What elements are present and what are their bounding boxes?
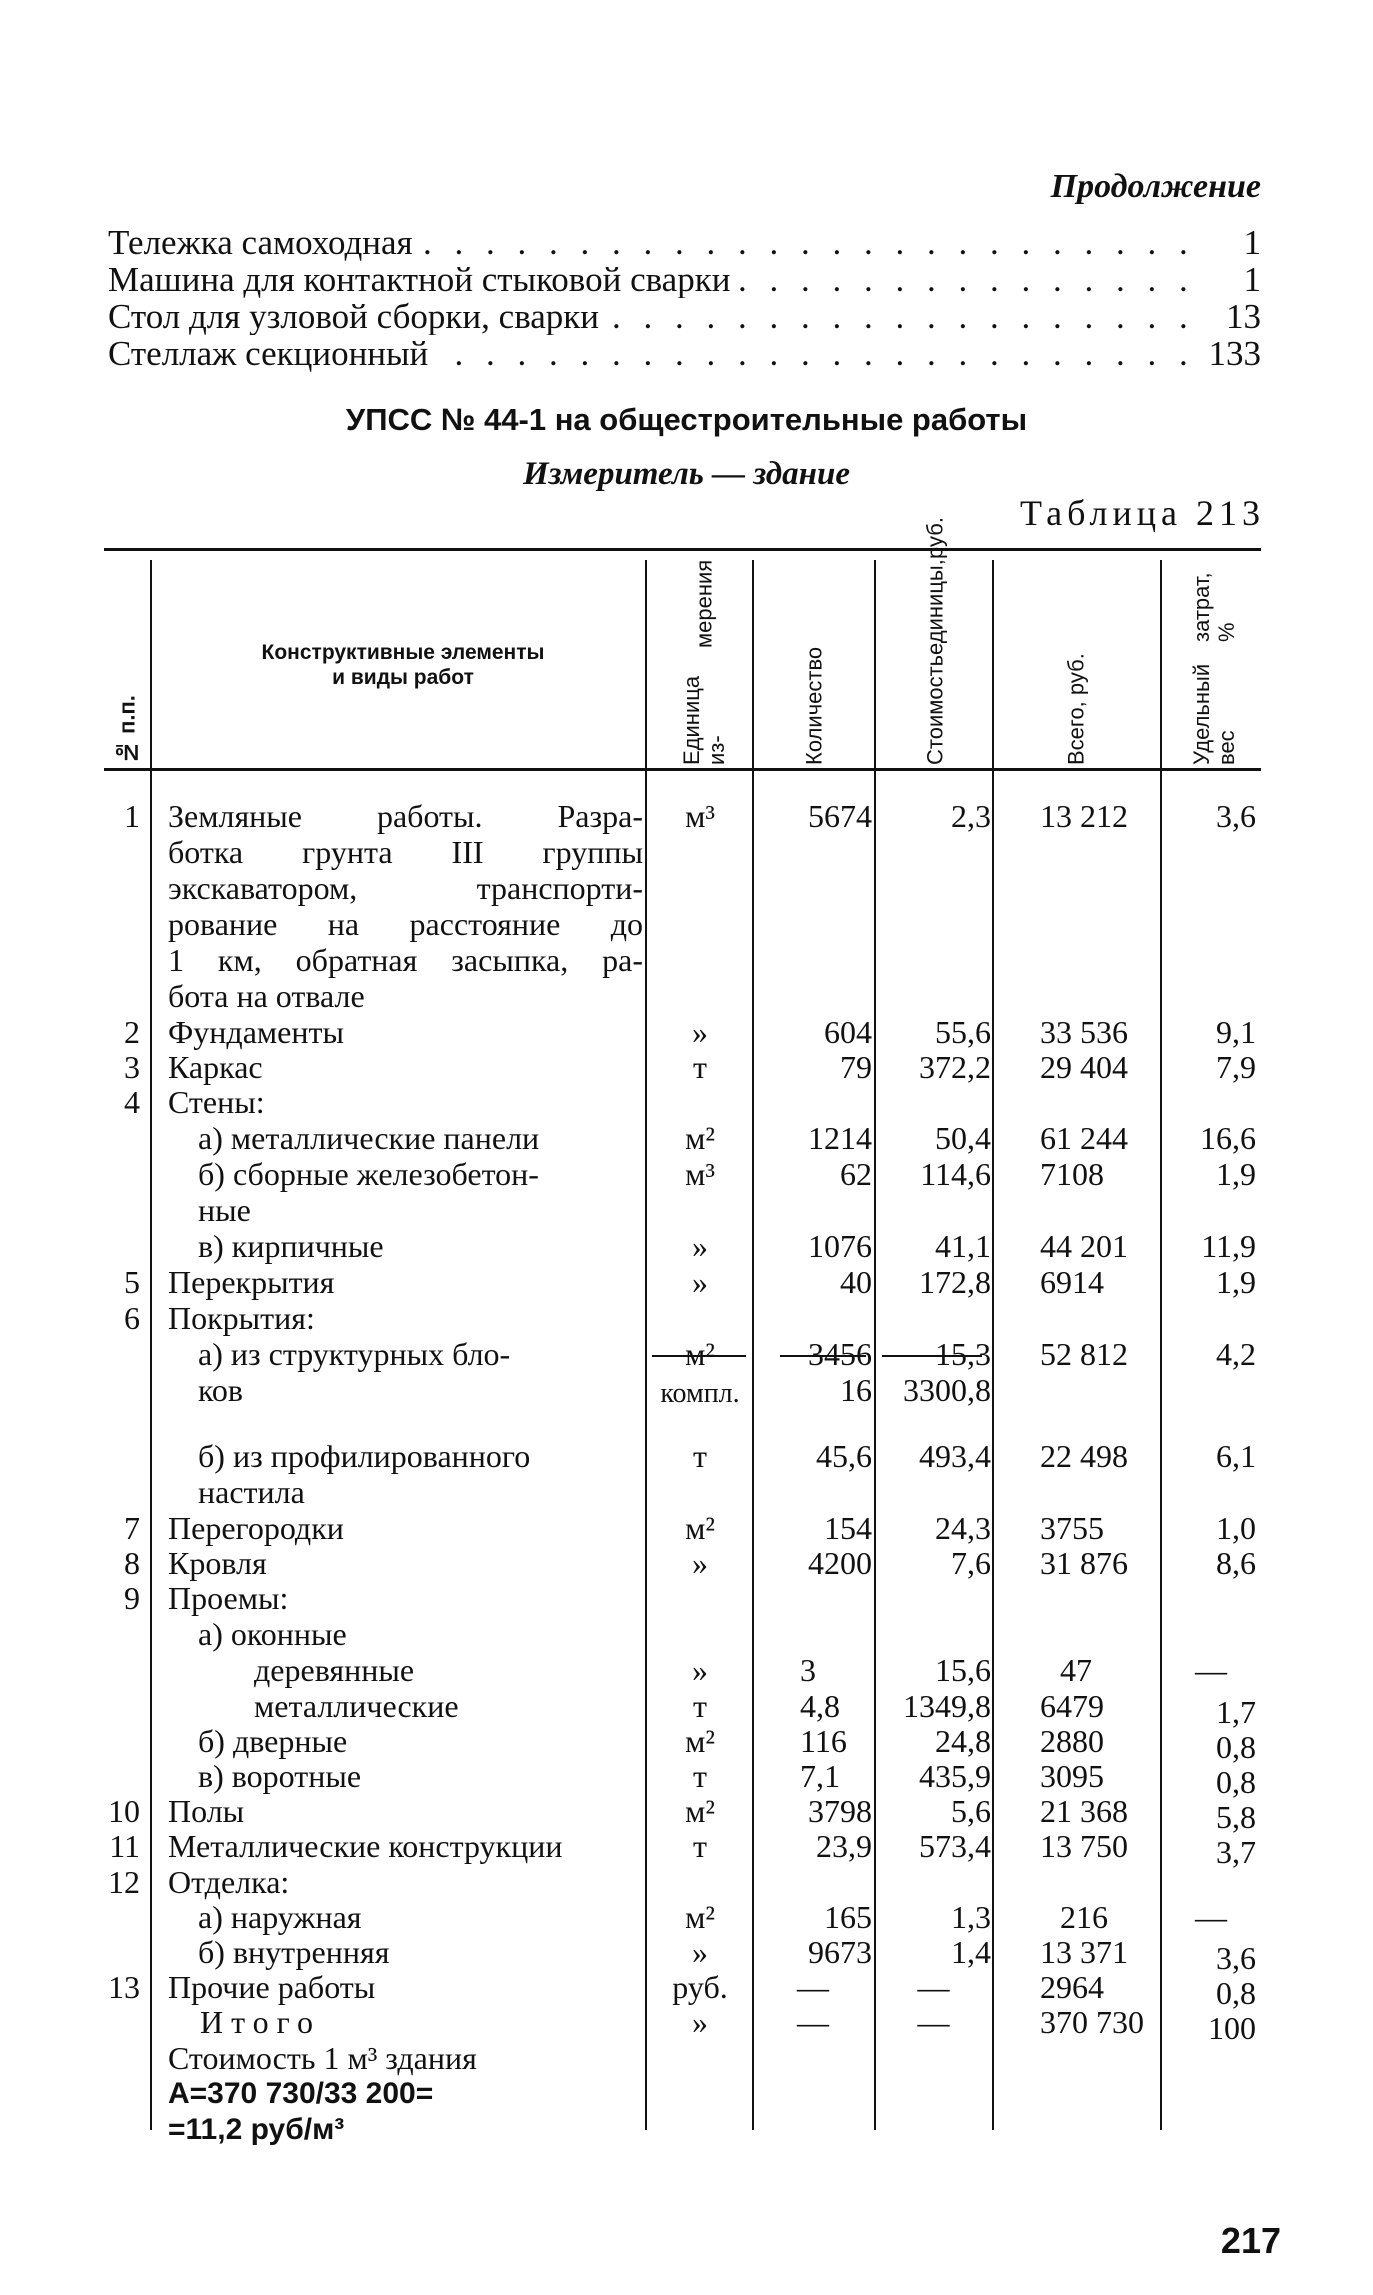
cell-un: » xyxy=(692,1264,708,1300)
cell-tot: 33 536 xyxy=(1040,1014,1128,1050)
cell-un: » xyxy=(692,2004,708,2040)
cell-txt: Земляные работы. Разра- xyxy=(168,798,643,834)
cell-no: 7 xyxy=(124,1510,140,1546)
cell-pr: 372,2 xyxy=(919,1049,991,1085)
cell-txt: Перегородки xyxy=(168,1510,344,1546)
cell-no: 8 xyxy=(124,1545,140,1581)
cell-tot: 13 371 xyxy=(1040,1934,1128,1970)
cell-un: компл. xyxy=(660,1378,740,1409)
cell-tot: 2964 xyxy=(1040,1969,1104,2005)
cell-txt: ков xyxy=(198,1372,244,1408)
cell-pr: 493,4 xyxy=(919,1438,991,1474)
cell-un: » xyxy=(692,1652,708,1688)
cell-txt: Стены: xyxy=(168,1084,265,1120)
cell-pr: 1,3 xyxy=(951,1899,991,1935)
cell-tot: 13 212 xyxy=(1040,798,1128,834)
cell-tot: 47 xyxy=(1060,1652,1092,1688)
cell-un: » xyxy=(692,1934,708,1970)
cell-pr: 1,4 xyxy=(951,1934,991,1970)
cell-sh: 0,8 xyxy=(1216,1975,1256,2011)
cell-txt: А=370 730/33 200= xyxy=(168,2077,434,2110)
cell-txt: б) из профилированного xyxy=(198,1438,531,1474)
cell-qty: — xyxy=(797,1969,829,2005)
cell-sh: 3,6 xyxy=(1216,1940,1256,1976)
cell-un: т xyxy=(693,1828,707,1864)
page-number: 217 xyxy=(1220,2220,1281,2261)
cell-qty: 4,8 xyxy=(800,1688,840,1724)
cell-un: т xyxy=(693,1438,707,1474)
column-divider xyxy=(1160,560,1162,2130)
cell-qty: 3798 xyxy=(808,1793,872,1829)
cell-no: 5 xyxy=(124,1264,140,1300)
cell-no: 11 xyxy=(109,1828,140,1864)
header-label: руб. xyxy=(922,517,948,560)
header-label: № п.п. xyxy=(114,695,140,765)
cell-pr: 1349,8 xyxy=(903,1688,991,1724)
column-divider xyxy=(150,560,152,2130)
header-label: единицы, xyxy=(922,559,948,655)
cell-no: 3 xyxy=(124,1049,140,1085)
cell-txt: б) внутренняя xyxy=(198,1934,390,1970)
cell-txt: деревянные xyxy=(254,1652,415,1688)
cell-txt: Кровля xyxy=(168,1545,267,1581)
header-label: мерения xyxy=(691,560,717,649)
cell-un: м² xyxy=(685,1336,715,1372)
header-label: Всего, руб. xyxy=(1063,653,1089,765)
equipment-qty: 133 xyxy=(1203,336,1262,372)
cell-qty: 40 xyxy=(840,1264,872,1300)
cell-no: 1 xyxy=(124,798,140,834)
cell-pr: 41,1 xyxy=(935,1228,991,1264)
cell-tot: 31 876 xyxy=(1040,1545,1128,1581)
cell-un: м² xyxy=(685,1793,715,1829)
cell-txt: Прочие работы xyxy=(168,1969,376,2005)
cell-pr: — xyxy=(917,2004,950,2040)
cell-txt: б) дверные xyxy=(198,1723,348,1759)
cell-pr: 24,3 xyxy=(935,1510,991,1546)
cell-txt: Фундаменты xyxy=(168,1014,344,1050)
cell-txt: Стоимость 1 м³ здания xyxy=(168,2040,477,2076)
equipment-name: Машина для контактной стыковой сварки xyxy=(108,262,736,298)
cell-qty: 4200 xyxy=(808,1545,872,1581)
cell-un: т xyxy=(693,1049,707,1085)
header-no xyxy=(104,560,150,765)
equipment-line xyxy=(108,299,1261,335)
cell-txt: Проемы: xyxy=(168,1580,289,1616)
cell-tot: 370 730 xyxy=(1040,2004,1144,2040)
cell-qty: 62 xyxy=(840,1156,872,1192)
cell-txt: Полы xyxy=(168,1793,245,1829)
cell-txt: Металлические конструкции xyxy=(168,1828,563,1864)
cell-tot: 3755 xyxy=(1040,1510,1104,1546)
cell-un: т xyxy=(693,1688,707,1724)
header-label: Удельный вес xyxy=(1189,663,1239,765)
cell-sh: 1,9 xyxy=(1216,1156,1256,1192)
cell-pr: 114,6 xyxy=(920,1156,991,1192)
cell-tot: 6914 xyxy=(1040,1264,1104,1300)
cell-pr: 15,3 xyxy=(935,1336,991,1372)
cell-pr: 7,6 xyxy=(951,1545,991,1581)
header-label: Конструктивные элементы xyxy=(261,641,545,664)
cell-txt: =11,2 руб/м³ xyxy=(168,2113,345,2146)
cell-pr: 5,6 xyxy=(951,1793,991,1829)
cell-txt: а) оконные xyxy=(198,1616,347,1652)
cell-pr: 172,8 xyxy=(919,1264,991,1300)
equipment-line xyxy=(108,336,1261,372)
cell-qty: 23,9 xyxy=(816,1828,872,1864)
cell-txt: 1 км, обратная засыпка, ра- xyxy=(168,942,643,978)
cell-txt: в) кирпичные xyxy=(198,1228,384,1264)
cell-sh: — xyxy=(1195,1652,1227,1688)
cell-tot: 22 498 xyxy=(1040,1438,1128,1474)
measure-label: Измеритель — здание xyxy=(522,456,851,492)
cell-sh: 1,0 xyxy=(1216,1510,1256,1546)
cell-tot: 61 244 xyxy=(1040,1120,1128,1156)
cell-un: м² xyxy=(685,1723,715,1759)
header-unit xyxy=(676,560,732,765)
cell-pr: 3300,8 xyxy=(903,1372,991,1408)
cell-sh: 1,9 xyxy=(1216,1264,1256,1300)
cell-txt: в) воротные xyxy=(198,1758,362,1794)
cell-sh: 5,8 xyxy=(1216,1799,1256,1835)
header-label: Единица из- xyxy=(679,675,729,765)
cell-sh: 9,1 xyxy=(1216,1014,1256,1050)
cell-qty: 7,1 xyxy=(800,1758,840,1794)
cell-qty: 45,6 xyxy=(816,1438,872,1474)
header-label: затрат, % xyxy=(1189,572,1239,643)
cell-qty: 79 xyxy=(840,1049,872,1085)
cell-txt: а) из структурных бло- xyxy=(198,1336,511,1372)
cell-txt: Отделка: xyxy=(168,1864,290,1900)
cell-qty: 9673 xyxy=(808,1934,872,1970)
cell-tot: 44 201 xyxy=(1040,1228,1128,1264)
cell-un: м² xyxy=(685,1510,715,1546)
cell-qty: — xyxy=(797,2004,829,2040)
equipment-qty: 1 xyxy=(1238,225,1262,261)
table-top-rule xyxy=(104,548,1261,551)
cell-no: 12 xyxy=(108,1864,140,1900)
cell-txt: рование на расстояние до xyxy=(168,906,643,942)
cell-sh: 6,1 xyxy=(1216,1438,1256,1474)
equipment-line xyxy=(108,262,1261,298)
cell-qty: 3 xyxy=(800,1652,816,1688)
header-bottom-rule xyxy=(104,768,1261,771)
cell-tot: 6479 xyxy=(1040,1688,1104,1724)
cell-txt: бота на отвале xyxy=(168,978,365,1014)
continued-label: Продолжение xyxy=(1050,168,1261,205)
cell-pr: 55,6 xyxy=(935,1014,991,1050)
cell-sh: 16,6 xyxy=(1200,1120,1256,1156)
cell-sh: 11,9 xyxy=(1201,1228,1256,1264)
header-qty xyxy=(798,560,830,765)
cell-qty: 16 xyxy=(840,1372,872,1408)
column-divider xyxy=(992,560,994,2130)
cell-pr: 24,8 xyxy=(935,1723,991,1759)
cell-tot: 13 750 xyxy=(1040,1828,1128,1864)
cell-qty: 154 xyxy=(824,1510,872,1546)
cell-txt: Покрытия: xyxy=(168,1300,315,1336)
cell-pr: 2,3 xyxy=(951,798,991,834)
cell-txt: Итого xyxy=(200,2004,321,2040)
cell-tot: 2880 xyxy=(1040,1723,1104,1759)
header-share xyxy=(1186,560,1242,765)
cell-no: 6 xyxy=(124,1300,140,1336)
cell-tot: 216 xyxy=(1060,1899,1108,1935)
cell-un: » xyxy=(692,1228,708,1264)
header-label: Количество xyxy=(801,646,827,765)
cell-sh: 1,7 xyxy=(1216,1694,1256,1730)
cell-pr: 573,4 xyxy=(919,1828,991,1864)
cell-txt: а) наружная xyxy=(198,1899,362,1935)
cell-qty: 165 xyxy=(824,1899,872,1935)
cell-no: 9 xyxy=(124,1580,140,1616)
cell-pr: — xyxy=(917,1969,950,2005)
cell-qty: 1076 xyxy=(808,1228,872,1264)
cell-sh: 8,6 xyxy=(1216,1545,1256,1581)
cell-txt: а) металлические панели xyxy=(198,1120,540,1156)
cell-pr: 435,9 xyxy=(919,1758,991,1794)
cell-tot: 52 812 xyxy=(1040,1336,1128,1372)
cell-sh: 0,8 xyxy=(1216,1764,1256,1800)
equipment-name: Тележка самоходная xyxy=(108,225,419,261)
cell-un: м³ xyxy=(685,798,715,834)
header-total xyxy=(1060,560,1092,765)
header-label: Стоимость xyxy=(922,654,948,765)
cell-sh: 4,2 xyxy=(1216,1336,1256,1372)
cell-un: м² xyxy=(685,1120,715,1156)
cell-no: 13 xyxy=(108,1969,140,2005)
equipment-qty: 1 xyxy=(1238,262,1262,298)
cell-un: » xyxy=(692,1014,708,1050)
cell-txt: Перекрытия xyxy=(168,1264,335,1300)
cell-no: 2 xyxy=(124,1014,140,1050)
cell-un: т xyxy=(693,1758,707,1794)
header-elements xyxy=(158,640,648,690)
cell-un: руб. xyxy=(672,1969,728,2005)
cell-sh: 3,6 xyxy=(1216,798,1256,834)
equipment-line xyxy=(108,225,1261,261)
cell-un: м³ xyxy=(685,1156,715,1192)
header-price xyxy=(896,517,974,765)
cell-pr: 15,6 xyxy=(935,1652,991,1688)
cell-qty: 604 xyxy=(824,1014,872,1050)
cell-sh: 100 xyxy=(1208,2010,1256,2046)
equipment-name: Стол для узловой сборки, сварки xyxy=(108,299,605,335)
cell-no: 4 xyxy=(124,1084,140,1120)
cell-tot: 7108 xyxy=(1040,1156,1104,1192)
table-number: Таблица 213 xyxy=(1020,493,1265,533)
cell-txt: ботка грунта III группы xyxy=(168,834,643,870)
column-divider xyxy=(645,560,647,2130)
cell-txt: металлические xyxy=(254,1688,459,1724)
cell-sh: 3,7 xyxy=(1216,1834,1256,1870)
cell-txt: экскаватором, транспорти- xyxy=(168,870,643,906)
cell-qty: 5674 xyxy=(808,798,872,834)
cell-no: 10 xyxy=(108,1793,140,1829)
cell-sh: — xyxy=(1195,1899,1227,1935)
header-label: и виды работ xyxy=(332,666,474,689)
equipment-qty: 13 xyxy=(1220,299,1261,335)
cell-sh: 0,8 xyxy=(1216,1729,1256,1765)
cell-txt: ные xyxy=(198,1192,251,1228)
section-title: УПСС № 44-1 на общестроительные работы xyxy=(345,402,1028,437)
equipment-name: Стеллаж секционный xyxy=(108,336,434,372)
cell-tot: 21 368 xyxy=(1040,1793,1128,1829)
cell-qty: 3456 xyxy=(808,1336,872,1372)
cell-sh: 7,9 xyxy=(1216,1049,1256,1085)
cell-un: м² xyxy=(685,1899,715,1935)
cell-tot: 3095 xyxy=(1040,1758,1104,1794)
cell-pr: 50,4 xyxy=(935,1120,991,1156)
cell-qty: 1214 xyxy=(808,1120,872,1156)
cell-qty: 116 xyxy=(800,1723,847,1759)
cell-txt: настила xyxy=(198,1474,305,1510)
cell-txt: б) сборные железобетон- xyxy=(198,1156,539,1192)
cell-un: » xyxy=(692,1545,708,1581)
cell-txt: Каркас xyxy=(168,1049,263,1085)
cell-tot: 29 404 xyxy=(1040,1049,1128,1085)
